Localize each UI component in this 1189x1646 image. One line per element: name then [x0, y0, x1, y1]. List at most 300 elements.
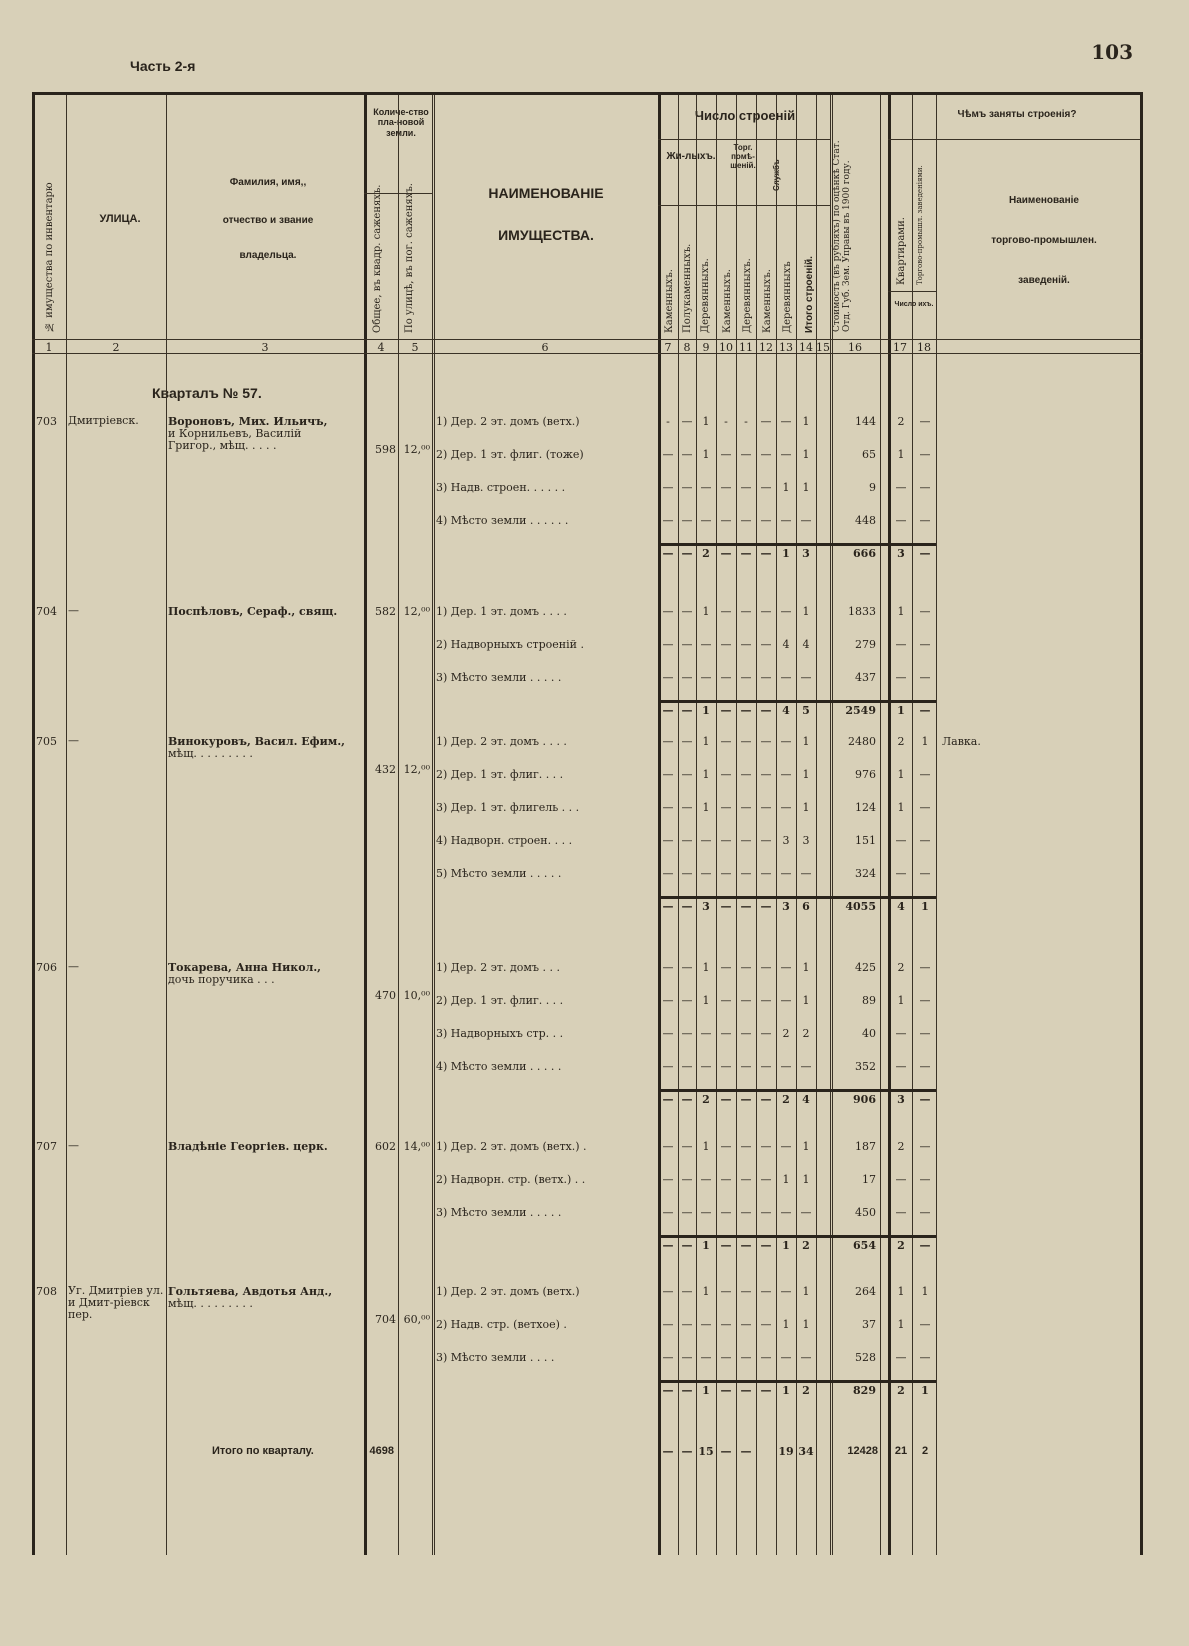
- property-value: 352: [855, 1060, 876, 1073]
- building-count: —: [740, 1140, 752, 1153]
- street-frontage: 12,⁰⁰: [403, 443, 430, 456]
- building-count: 1: [782, 1318, 790, 1331]
- apartments-count: 2: [897, 735, 905, 748]
- building-count: —: [662, 1060, 674, 1073]
- building-count: —: [662, 1140, 674, 1153]
- building-count: —: [662, 1093, 674, 1106]
- building-count: —: [681, 1239, 693, 1252]
- building-count: —: [681, 961, 693, 974]
- building-count: 1: [702, 1384, 710, 1397]
- owner-line: Токарева, Анна Никол.,: [168, 961, 321, 974]
- building-count: 3: [802, 547, 810, 560]
- building-count: 2: [782, 1027, 790, 1040]
- column-number: 8: [683, 341, 691, 354]
- subtotal-apartments: 4: [897, 900, 905, 913]
- building-count: 4: [782, 704, 790, 717]
- building-count: 1: [702, 1239, 710, 1252]
- building-count: —: [700, 1206, 712, 1219]
- building-count: 34: [798, 1445, 814, 1458]
- building-count: —: [780, 801, 792, 814]
- property-value: 9: [869, 481, 876, 494]
- building-count: —: [700, 514, 712, 527]
- building-count: —: [720, 1206, 732, 1219]
- building-count: —: [740, 834, 752, 847]
- building-count: —: [760, 1285, 772, 1298]
- grand-total-apartments: 21: [894, 1445, 908, 1457]
- building-count: —: [760, 867, 772, 880]
- grand-total-establishments: 2: [921, 1445, 929, 1457]
- header-occupied: Чѣмъ заняты строенія?: [957, 109, 1077, 120]
- building-count: —: [780, 735, 792, 748]
- establishments-count: —: [919, 801, 931, 814]
- establishments-count: —: [919, 1027, 931, 1040]
- building-count: —: [760, 1060, 772, 1073]
- header-apartments: Квартирами.: [896, 217, 907, 285]
- inventory-number: 706: [36, 961, 57, 974]
- building-count: —: [662, 671, 674, 684]
- header-sub-13: Деревянныхъ: [782, 261, 793, 333]
- page-number: 103: [1091, 40, 1133, 64]
- building-count: —: [740, 1285, 752, 1298]
- header-rule: [658, 205, 830, 206]
- header-owner-3: владельца.: [239, 250, 297, 261]
- establishments-count: —: [919, 671, 931, 684]
- header-sub-7: Каменныхъ.: [664, 269, 675, 333]
- subtotal-rule: [658, 1380, 936, 1383]
- subtotal-rule: [658, 896, 936, 899]
- owner-line: Владѣніе Георгіев. церк.: [168, 1140, 328, 1153]
- column-rule: [716, 95, 717, 1555]
- building-count: —: [740, 514, 752, 527]
- column-rule: [1140, 95, 1143, 1555]
- column-rule: [66, 95, 67, 1555]
- building-count: —: [740, 704, 752, 717]
- property-item: 3) Мѣсто земли . . . . .: [436, 1206, 562, 1219]
- establishments-count: —: [919, 638, 931, 651]
- column-number: 4: [377, 341, 385, 354]
- building-count: —: [720, 1060, 732, 1073]
- property-item: 2) Дер. 1 эт. флиг. (тоже): [436, 448, 584, 461]
- subtotal-value: 829: [853, 1384, 876, 1397]
- street-name: —: [68, 734, 79, 747]
- header-owner-2: отчество и звание: [222, 215, 314, 226]
- apartments-count: 1: [897, 605, 905, 618]
- column-rule: [736, 95, 737, 1555]
- property-item: 4) Мѣсто земли . . . . . .: [436, 514, 569, 527]
- apartments-count: 2: [897, 1140, 905, 1153]
- building-count: —: [800, 1351, 812, 1364]
- establishments-count: 1: [921, 1285, 929, 1298]
- building-count: —: [780, 514, 792, 527]
- building-count: —: [720, 961, 732, 974]
- building-count: —: [681, 1206, 693, 1219]
- building-count: —: [720, 704, 732, 717]
- owner-line: мѣщ. . . . . . . . .: [168, 747, 253, 760]
- establishments-count: —: [919, 994, 931, 1007]
- building-count: —: [760, 1351, 772, 1364]
- building-count: —: [740, 671, 752, 684]
- establishments-count: —: [919, 867, 931, 880]
- building-count: —: [720, 1318, 732, 1331]
- property-value: 437: [855, 671, 876, 684]
- column-number: 10: [719, 341, 733, 354]
- header-property-1: НАИМЕНОВАНІЕ: [488, 185, 604, 201]
- building-count: —: [760, 834, 772, 847]
- apartments-count: —: [895, 1173, 907, 1186]
- building-count: —: [720, 671, 732, 684]
- building-count: —: [740, 768, 752, 781]
- building-count: 1: [702, 801, 710, 814]
- building-count: —: [760, 1027, 772, 1040]
- column-rule: [678, 95, 679, 1555]
- building-count: —: [720, 605, 732, 618]
- building-count: —: [681, 834, 693, 847]
- column-rule: [364, 95, 367, 1555]
- building-count: —: [740, 1318, 752, 1331]
- column-rule: [166, 95, 167, 1555]
- building-count: —: [681, 900, 693, 913]
- building-count: —: [760, 514, 772, 527]
- building-count: —: [662, 834, 674, 847]
- building-count: —: [720, 1027, 732, 1040]
- property-value: 1833: [848, 605, 876, 618]
- building-count: 1: [802, 605, 810, 618]
- building-count: —: [662, 735, 674, 748]
- building-count: —: [700, 671, 712, 684]
- building-count: —: [780, 415, 792, 428]
- inventory-number: 704: [36, 605, 57, 618]
- building-count: —: [662, 481, 674, 494]
- building-count: 1: [782, 481, 790, 494]
- building-count: —: [720, 768, 732, 781]
- header-land-total: Общее, въ квадр. саженяхъ.: [372, 184, 383, 333]
- column-number: 17: [893, 341, 907, 354]
- building-count: —: [720, 801, 732, 814]
- building-count: 2: [702, 1093, 710, 1106]
- building-count: 2: [802, 1384, 810, 1397]
- establishments-count: —: [919, 1351, 931, 1364]
- establishments-count: —: [919, 415, 931, 428]
- header-sub-8: Полукаменныхъ.: [682, 243, 693, 333]
- building-count: —: [681, 1140, 693, 1153]
- trade-establishment-name: Лавка.: [942, 735, 981, 748]
- column-rule: [816, 95, 817, 1555]
- street-frontage: 12,⁰⁰: [403, 763, 430, 776]
- building-count: —: [681, 514, 693, 527]
- building-count: —: [662, 867, 674, 880]
- property-value: 89: [862, 994, 876, 1007]
- land-area: 602: [375, 1140, 396, 1153]
- building-count: —: [662, 1445, 674, 1458]
- establishments-count: —: [919, 1060, 931, 1073]
- building-count: —: [740, 1239, 752, 1252]
- building-count: —: [720, 547, 732, 560]
- subtotal-establishments: —: [919, 1093, 931, 1106]
- building-count: —: [720, 481, 732, 494]
- property-value: 264: [855, 1285, 876, 1298]
- building-count: 4: [782, 638, 790, 651]
- apartments-count: 2: [897, 961, 905, 974]
- building-count: —: [700, 834, 712, 847]
- header-sub-9: Деревянныхъ.: [700, 258, 711, 333]
- building-count: —: [720, 735, 732, 748]
- building-count: —: [740, 867, 752, 880]
- subtotal-apartments: 2: [897, 1239, 905, 1252]
- building-count: —: [700, 1318, 712, 1331]
- building-count: —: [760, 547, 772, 560]
- subtotal-establishments: 1: [921, 1384, 929, 1397]
- building-count: -: [724, 415, 728, 428]
- building-count: 3: [782, 834, 790, 847]
- building-count: —: [740, 961, 752, 974]
- building-count: —: [800, 671, 812, 684]
- header-residential: Жи-лыхъ.: [666, 151, 716, 162]
- inventory-number: 703: [36, 415, 57, 428]
- building-count: —: [760, 448, 772, 461]
- property-value: 450: [855, 1206, 876, 1219]
- street-frontage: 14,⁰⁰: [403, 1140, 430, 1153]
- establishments-count: —: [919, 1206, 931, 1219]
- building-count: —: [681, 801, 693, 814]
- header-land-front: По улицѣ, въ пог. саженяхъ.: [404, 183, 415, 333]
- building-count: —: [780, 671, 792, 684]
- header-sub-14: Итого строеній.: [804, 256, 815, 333]
- property-item: 2) Надв. стр. (ветхое) .: [436, 1318, 567, 1331]
- building-count: 15: [698, 1445, 714, 1458]
- building-count: 1: [702, 605, 710, 618]
- apartments-count: 1: [897, 1318, 905, 1331]
- header-street: УЛИЦА.: [99, 213, 141, 225]
- building-count: 19: [778, 1445, 794, 1458]
- building-count: —: [681, 638, 693, 651]
- header-count: Число ихъ.: [894, 301, 934, 308]
- establishments-count: —: [919, 481, 931, 494]
- building-count: —: [681, 704, 693, 717]
- building-count: —: [681, 1060, 693, 1073]
- building-count: 1: [702, 1285, 710, 1298]
- building-count: —: [681, 1285, 693, 1298]
- street-name: —: [68, 1139, 79, 1152]
- column-rule: [880, 95, 881, 1555]
- building-count: —: [760, 768, 772, 781]
- apartments-count: —: [895, 1060, 907, 1073]
- property-item: 3) Мѣсто земли . . . . .: [436, 671, 562, 684]
- subtotal-apartments: 1: [897, 704, 905, 717]
- property-value: 151: [855, 834, 876, 847]
- column-number: 15: [816, 341, 830, 354]
- subtotal-rule: [658, 1089, 936, 1092]
- column-number: 9: [702, 341, 710, 354]
- column-number: 7: [664, 341, 672, 354]
- building-count: —: [780, 448, 792, 461]
- column-number: 5: [411, 341, 419, 354]
- building-count: —: [681, 605, 693, 618]
- header-inventory-number: № имущества по инвентарю: [44, 182, 55, 332]
- building-count: —: [720, 638, 732, 651]
- building-count: 6: [802, 900, 810, 913]
- building-count: —: [681, 1173, 693, 1186]
- apartments-count: —: [895, 638, 907, 651]
- column-rule: [776, 95, 777, 1555]
- building-count: 1: [702, 961, 710, 974]
- apartments-count: —: [895, 1351, 907, 1364]
- building-count: 1: [702, 448, 710, 461]
- header-sub-12: Каменныхъ.: [762, 269, 773, 333]
- column-rule: [658, 95, 661, 1555]
- inventory-number: 708: [36, 1285, 57, 1298]
- building-count: —: [662, 1285, 674, 1298]
- building-count: —: [700, 1027, 712, 1040]
- column-rule: [756, 95, 757, 1555]
- building-count: —: [720, 1239, 732, 1252]
- subtotal-value: 654: [853, 1239, 876, 1252]
- building-count: -: [666, 415, 670, 428]
- header-trade-name-2: торгово-промышлен.: [991, 235, 1097, 246]
- establishments-count: —: [919, 1318, 931, 1331]
- column-number: 1: [45, 341, 53, 354]
- building-count: 1: [782, 1239, 790, 1252]
- building-count: —: [760, 704, 772, 717]
- building-count: —: [720, 448, 732, 461]
- owner-line: Винокуровъ, Васил. Ефим.,: [168, 735, 345, 748]
- property-value: 124: [855, 801, 876, 814]
- building-count: 1: [702, 704, 710, 717]
- building-count: —: [760, 994, 772, 1007]
- building-count: —: [681, 415, 693, 428]
- building-count: 1: [782, 1173, 790, 1186]
- property-item: 3) Мѣсто земли . . . .: [436, 1351, 555, 1364]
- building-count: —: [662, 801, 674, 814]
- building-count: —: [740, 735, 752, 748]
- building-count: -: [744, 415, 748, 428]
- building-count: —: [740, 1445, 752, 1458]
- building-count: —: [681, 1351, 693, 1364]
- column-rule: [796, 95, 797, 1555]
- property-value: 40: [862, 1027, 876, 1040]
- street-name: —: [68, 604, 79, 617]
- building-count: 1: [702, 994, 710, 1007]
- building-count: —: [662, 638, 674, 651]
- subtotal-apartments: 2: [897, 1384, 905, 1397]
- building-count: —: [662, 768, 674, 781]
- building-count: —: [740, 900, 752, 913]
- building-count: 1: [702, 1140, 710, 1153]
- header-property-2: ИМУЩЕСТВА.: [498, 227, 594, 243]
- building-count: —: [662, 1206, 674, 1219]
- building-count: —: [760, 1239, 772, 1252]
- column-number: 13: [779, 341, 793, 354]
- part-label: Часть 2-я: [130, 58, 196, 74]
- property-item: 2) Дер. 1 эт. флиг. . . .: [436, 994, 564, 1007]
- building-count: 3: [802, 834, 810, 847]
- apartments-count: —: [895, 1027, 907, 1040]
- header-services: Службъ: [772, 159, 781, 191]
- building-count: —: [681, 1445, 693, 1458]
- building-count: —: [740, 1060, 752, 1073]
- building-count: —: [681, 671, 693, 684]
- subtotal-rule: [658, 1235, 936, 1238]
- header-rule: [32, 339, 1142, 340]
- building-count: —: [780, 1206, 792, 1219]
- subtotal-apartments: 3: [897, 1093, 905, 1106]
- header-rule: [888, 291, 936, 292]
- building-count: —: [760, 638, 772, 651]
- property-value: 17: [862, 1173, 876, 1186]
- building-count: —: [780, 961, 792, 974]
- subtotal-value: 906: [853, 1093, 876, 1106]
- building-count: —: [700, 1173, 712, 1186]
- header-trade-establishments: Торгово-промышл. заведеніями.: [916, 165, 924, 285]
- building-count: —: [662, 547, 674, 560]
- owner-line: Вороновъ, Мих. Ильичъ,: [168, 415, 328, 428]
- apartments-count: —: [895, 1206, 907, 1219]
- building-count: —: [720, 1093, 732, 1106]
- street-name: —: [68, 960, 79, 973]
- building-count: 1: [802, 994, 810, 1007]
- building-count: —: [780, 1285, 792, 1298]
- column-rule: [936, 95, 937, 1555]
- column-number: 2: [112, 341, 120, 354]
- property-item: 1) Дер. 1 эт. домъ . . . .: [436, 605, 567, 618]
- building-count: 3: [702, 900, 710, 913]
- building-count: —: [760, 415, 772, 428]
- column-rule: [32, 95, 35, 1555]
- building-count: 2: [782, 1093, 790, 1106]
- building-count: —: [780, 867, 792, 880]
- owner-line: Поспѣловъ, Сераф., свящ.: [168, 605, 338, 618]
- building-count: 2: [802, 1239, 810, 1252]
- building-count: —: [780, 1140, 792, 1153]
- building-count: —: [760, 1384, 772, 1397]
- quarter-title: Кварталъ № 57.: [152, 385, 262, 401]
- building-count: —: [740, 638, 752, 651]
- building-count: —: [760, 900, 772, 913]
- building-count: —: [760, 801, 772, 814]
- building-count: —: [720, 900, 732, 913]
- building-count: —: [700, 481, 712, 494]
- header-rule: [658, 139, 830, 140]
- subtotal-establishments: —: [919, 704, 931, 717]
- building-count: —: [662, 961, 674, 974]
- header-sub-10: Каменныхъ.: [722, 269, 733, 333]
- building-count: 1: [782, 1384, 790, 1397]
- column-number: 18: [917, 341, 931, 354]
- building-count: —: [662, 1351, 674, 1364]
- property-value: 324: [855, 867, 876, 880]
- building-count: —: [662, 605, 674, 618]
- property-item: 1) Дер. 2 эт. домъ . . .: [436, 961, 560, 974]
- apartments-count: —: [895, 514, 907, 527]
- property-item: 3) Надворныхъ стр. . .: [436, 1027, 564, 1040]
- owner-line: мѣщ. . . . . . . . .: [168, 1297, 253, 1310]
- property-value: 187: [855, 1140, 876, 1153]
- inventory-number: 707: [36, 1140, 57, 1153]
- building-count: —: [740, 481, 752, 494]
- establishments-count: —: [919, 605, 931, 618]
- header-sub-11: Деревянныхъ.: [742, 258, 753, 333]
- street-name: Дмитріевск.: [68, 414, 139, 427]
- header-rule: [364, 193, 432, 194]
- subtotal-value: 2549: [845, 704, 876, 717]
- building-count: 4: [802, 1093, 810, 1106]
- building-count: —: [800, 1060, 812, 1073]
- building-count: 1: [702, 735, 710, 748]
- column-number: 14: [799, 341, 813, 354]
- header-owner-1: Фамилия, имя,,: [229, 177, 307, 188]
- building-count: —: [780, 1351, 792, 1364]
- grand-total-label: Итого по кварталу.: [212, 1445, 314, 1457]
- property-item: 3) Дер. 1 эт. флигель . . .: [436, 801, 580, 814]
